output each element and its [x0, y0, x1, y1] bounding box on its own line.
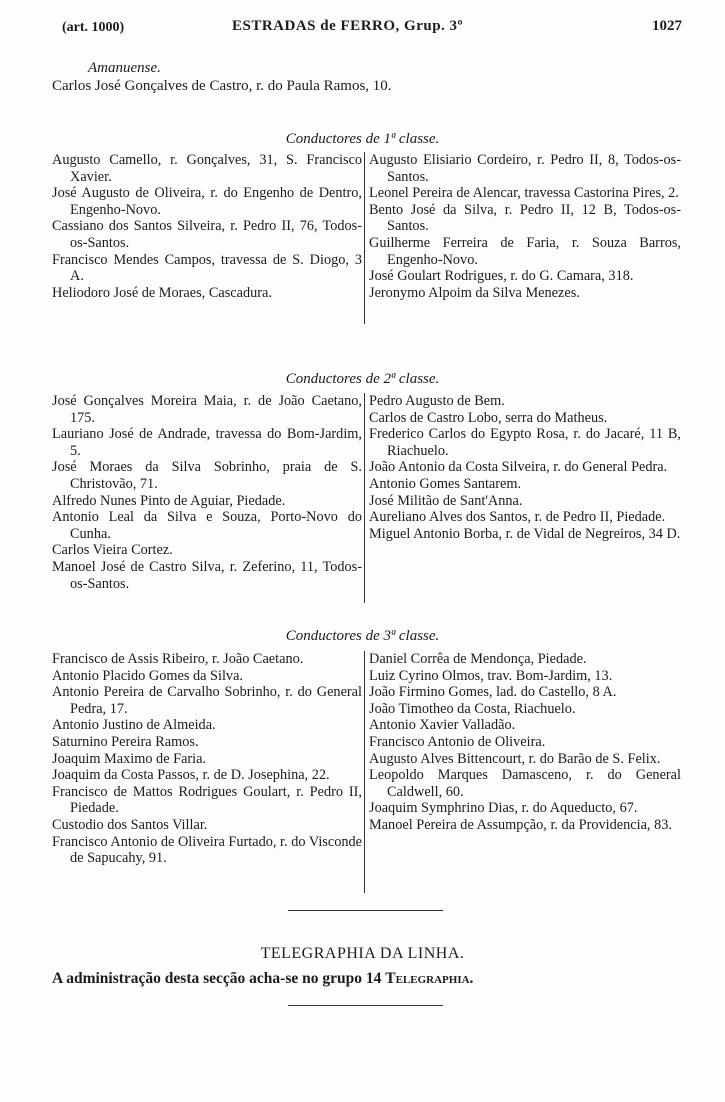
section-1-left-column	[52, 152, 362, 301]
list-item: Aureliano Alves dos Santos, r. de Pedro II, Piedade.	[369, 509, 666, 526]
column-rule	[364, 152, 365, 324]
list-item: Leopoldo Marques Damasceno, r. do General Caldwell, 60.	[369, 767, 681, 800]
telegraphia-note	[52, 970, 473, 988]
list-item: José Militão de Sant'Anna.	[369, 492, 523, 509]
list-item: José Gonçalves Moreira Maia, r. de João Caetano, 175.	[52, 393, 362, 426]
list-item: Heliodoro José de Moraes, Cascadura.	[52, 284, 272, 301]
section-3-left-column	[52, 651, 362, 867]
section-heading-2nd-class: Conductores de 2ª classe.	[285, 371, 440, 387]
list-item: Francisco de Assis Ribeiro, r. João Caetano.	[52, 651, 304, 667]
section-1-right-column	[369, 152, 681, 301]
list-item: Manoel Pereira de Assumpção, r. da Providencia, 83.	[369, 816, 672, 833]
telegraphia-heading: TELEGRAPHIA DA LINHA.	[260, 945, 465, 962]
telegraphia-text: A administração desta secção acha-se no grupo 14	[52, 970, 382, 987]
list-item: Francisco Mendes Campos, travessa de S. Diogo, 3 A.	[52, 251, 362, 285]
list-item: Carlos de Castro Lobo, serra do Matheus.	[369, 409, 608, 426]
list-item: Augusto Camello, r. Gonçalves, 31, S. Francisco Xavier.	[52, 152, 362, 185]
list-item: João Timotheo da Costa, Riachuelo.	[369, 700, 576, 717]
section-divider	[288, 1005, 443, 1006]
list-item: Luiz Cyrino Olmos, trav. Bom-Jardim, 13.	[369, 667, 613, 684]
list-item: Augusto Alves Bittencourt, r. do Barão de S. Felix.	[369, 750, 661, 767]
list-item: Francisco Antonio de Oliveira.	[369, 733, 546, 750]
section-3-right-column	[369, 651, 681, 834]
list-item: João Antonio da Costa Silveira, r. do General Pedra.	[369, 459, 668, 476]
list-item: Daniel Corrêa de Mendonça, Piedade.	[369, 651, 587, 667]
list-item: Alfredo Nunes Pinto de Aguiar, Piedade.	[52, 492, 286, 509]
list-item: José Moraes da Silva Sobrinho, praia de S. Christovão, 71.	[52, 459, 362, 492]
list-item: Antonio Placido Gomes da Silva.	[52, 667, 244, 684]
list-item: Augusto Elisiario Cordeiro, r. Pedro II, 8, Todos-os-Santos.	[369, 152, 681, 185]
column-rule	[364, 393, 365, 603]
list-item: Leonel Pereira de Alencar, travessa Castorina Pires, 2.	[369, 185, 679, 202]
page-number: 1027	[652, 18, 682, 34]
list-item: José Goulart Rodrigues, r. do G. Camara, 318.	[369, 268, 634, 285]
list-item: Joaquim Symphrino Dias, r. do Aqueducto, 67.	[369, 800, 638, 817]
list-item: Frederico Carlos do Egypto Rosa, r. do Jacaré, 11 B, Riachuelo.	[369, 426, 681, 459]
list-item: Antonio Pereira de Carvalho Sobrinho, r. do General Pedra, 17.	[52, 684, 362, 717]
list-item: José Augusto de Oliveira, r. do Engenho de Dentro, Engenho-Novo.	[52, 185, 362, 218]
section-heading-1st-class: Conductores de 1ª classe.	[285, 131, 440, 147]
list-item: Francisco de Mattos Rodrigues Goulart, r. Pedro II, Piedade.	[52, 783, 362, 817]
telegraphia-ref: Telegraphia.	[385, 970, 474, 987]
running-title: ESTRADAS de FERRO, Grup. 3º	[232, 18, 463, 34]
list-item: Lauriano José de Andrade, travessa do Bom-Jardim, 5.	[52, 426, 362, 459]
list-item: Francisco Antonio de Oliveira Furtado, r. do Visconde de Sapucahy, 91.	[52, 833, 362, 867]
list-item: Jeronymo Alpoim da Silva Menezes.	[369, 284, 580, 301]
list-item: Antonio Xavier Valladão.	[369, 717, 516, 734]
list-item: Guilherme Ferreira de Faria, r. Souza Barros, Engenho-Novo.	[369, 234, 681, 268]
list-item: Manoel José de Castro Silva, r. Zeferino, 11, Todos-os-Santos.	[52, 558, 362, 592]
column-rule	[364, 651, 365, 893]
section-divider	[288, 910, 443, 911]
amanuense-heading: Amanuense.	[88, 60, 161, 76]
list-item: Bento José da Silva, r. Pedro II, 12 B, Todos-os-Santos.	[369, 201, 681, 235]
list-item: Miguel Antonio Borba, r. de Vidal de Negreiros, 34 D.	[369, 525, 681, 542]
section-2-left-column	[52, 393, 362, 592]
list-item: Joaquim da Costa Passos, r. de D. Josephina, 22.	[52, 767, 330, 784]
list-item: Antonio Leal da Silva e Souza, Porto-Novo do Cunha.	[52, 509, 362, 542]
running-header	[62, 18, 682, 40]
list-item: João Firmino Gomes, lad. do Castello, 8 A.	[369, 684, 617, 701]
section-heading-3rd-class: Conductores de 3ª classe.	[285, 628, 440, 644]
list-item: Custodio dos Santos Villar.	[52, 816, 208, 833]
list-item: Joaquim Maximo de Faria.	[52, 750, 207, 767]
list-item: Cassiano dos Santos Silveira, r. Pedro II, 76, Todos-os-Santos.	[52, 218, 362, 251]
list-item: Pedro Augusto de Bem.	[369, 393, 505, 409]
article-ref: (art. 1000)	[62, 20, 125, 35]
list-item: Saturnino Pereira Ramos.	[52, 733, 199, 750]
section-2-right-column	[369, 393, 681, 542]
list-item: Antonio Gomes Santarem.	[369, 475, 522, 492]
amanuense-entry: Carlos José Gonçalves de Castro, r. do Paula Ramos, 10.	[52, 78, 392, 94]
list-item: Antonio Justino de Almeida.	[52, 717, 216, 734]
list-item: Carlos Vieira Cortez.	[52, 542, 173, 559]
